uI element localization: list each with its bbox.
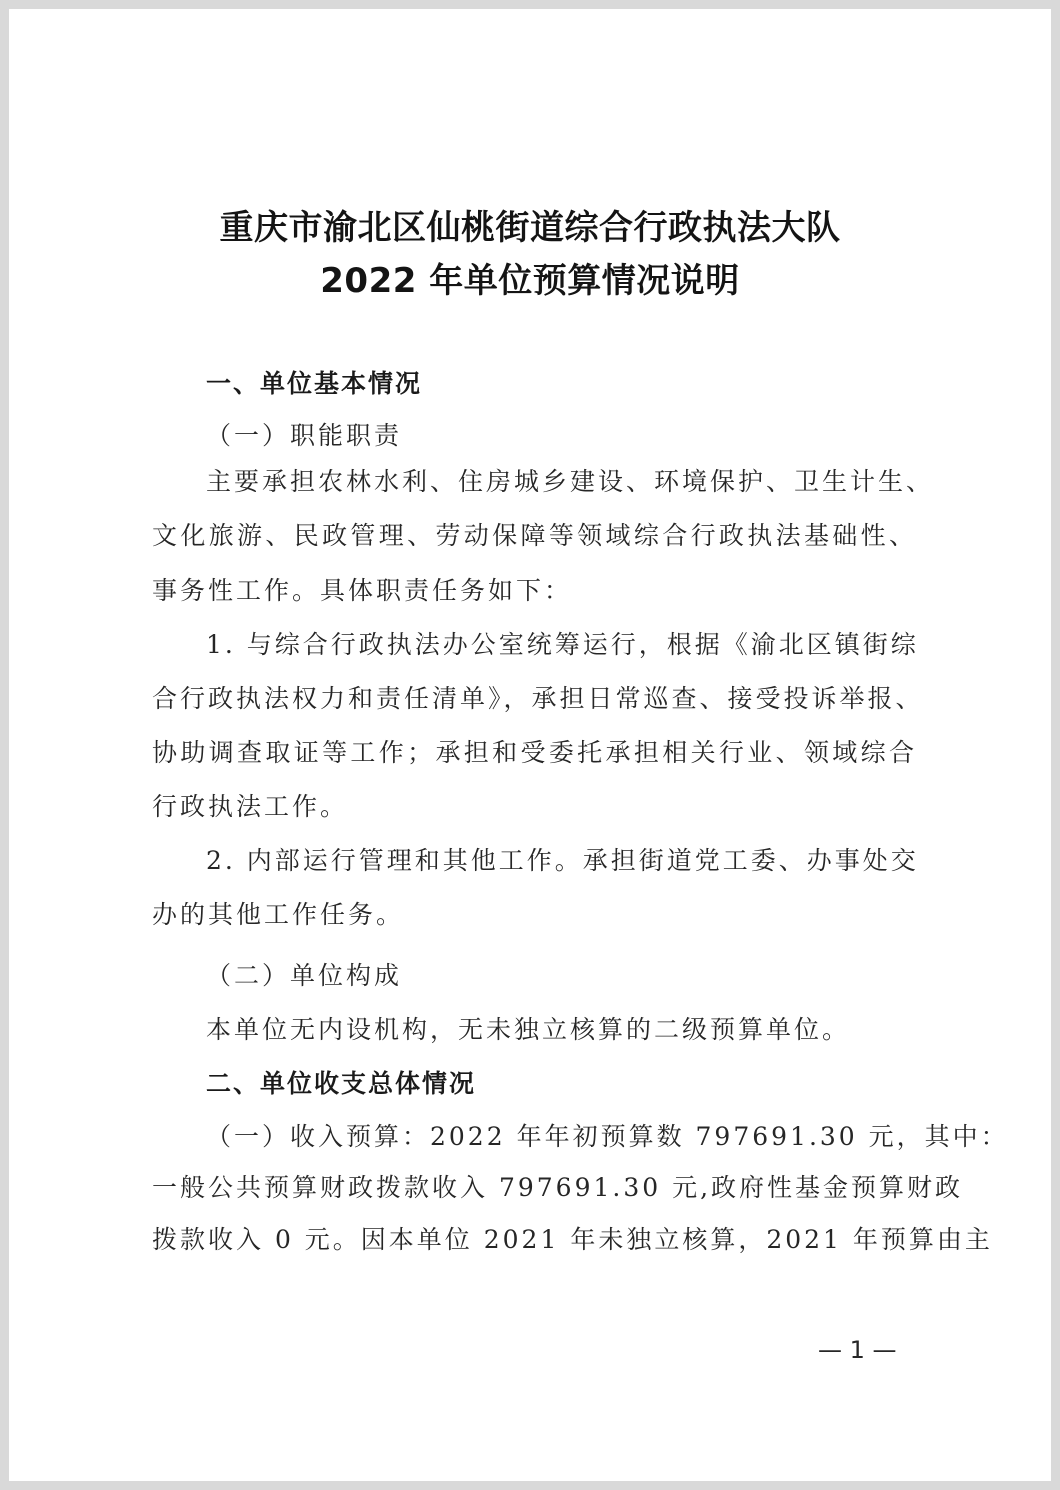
paragraph-line: 办的其他工作任务。: [152, 900, 405, 929]
section-heading-2: 二、单位收支总体情况: [206, 1069, 477, 1098]
paragraph-line: 1. 与综合行政执法办公室统筹运行，根据《渝北区镇街综: [206, 630, 919, 659]
document-title-line2: 2022 年单位预算情况说明: [320, 261, 740, 301]
paragraph-line: 协助调查取证等工作；承担和受委托承担相关行业、领域综合: [152, 738, 917, 767]
paragraph-line: 主要承担农林水利、住房城乡建设、环境保护、卫生计生、: [206, 467, 935, 496]
paragraph-line: 一般公共预算财政拨款收入 797691.30 元,政府性基金预算财政: [152, 1173, 964, 1202]
paragraph-line: 拨款收入 0 元。因本单位 2021 年未独立核算，2021 年预算由主: [152, 1225, 993, 1254]
subsection-heading-1-1: （一）职能职责: [206, 421, 403, 450]
paragraph-line: 事务性工作。具体职责任务如下：: [152, 576, 573, 605]
paragraph-line: 2. 内部运行管理和其他工作。承担街道党工委、办事处交: [206, 846, 919, 875]
section-heading-1: 一、单位基本情况: [206, 369, 423, 398]
paragraph-line: 本单位无内设机构，无未独立核算的二级预算单位。: [206, 1015, 851, 1044]
document-title-line1: 重庆市渝北区仙桃街道综合行政执法大队: [219, 208, 841, 248]
paragraph-line: 行政执法工作。: [152, 792, 349, 821]
page-number: — 1 —: [818, 1336, 897, 1364]
subsection-heading-1-2: （二）单位构成: [206, 961, 403, 990]
paragraph-line: 文化旅游、民政管理、劳动保障等领域综合行政执法基础性、: [152, 521, 917, 550]
paragraph-line: （一）收入预算：2022 年年初预算数 797691.30 元，其中：: [206, 1122, 1009, 1151]
paragraph-line: 合行政执法权力和责任清单》，承担日常巡查、接受投诉举报、: [152, 684, 924, 713]
